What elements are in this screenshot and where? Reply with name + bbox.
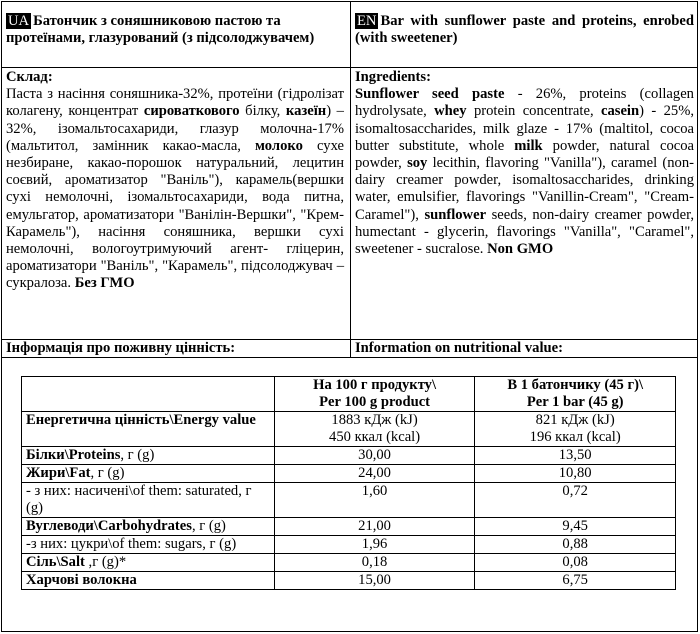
nutrition-row-label-bold: Харчові волокна	[26, 572, 137, 588]
nutrition-value-perbar	[475, 554, 676, 572]
divider-title	[2, 67, 697, 68]
nutrition-row-label-text: ,г (g)*	[84, 554, 127, 570]
nutrition-value-per100	[274, 447, 475, 465]
ua-run: білку,	[239, 103, 286, 120]
ua-run: казеїн	[285, 103, 327, 120]
en-title-block	[355, 13, 694, 47]
ua-title: Батончик з соняшниковою пастою та протеїнами, глазурований (з підсолоджувачем)	[6, 13, 315, 47]
nutrition-value-line: 6,75	[562, 572, 588, 588]
nutrition-row-label	[22, 536, 275, 554]
nutrition-value-line: 196 ккал (kcal)	[529, 429, 621, 445]
nutrition-corner-cell	[22, 377, 275, 412]
nutrition-row-label-text: , г (g)	[90, 465, 125, 481]
nutrition-value-line: 9,45	[562, 518, 588, 534]
ua-ingredients-text	[6, 86, 344, 292]
ua-run: молоко	[255, 137, 303, 154]
col-header-perbar-ua: В 1 батончику (45 г)\	[507, 377, 643, 393]
en-nutrition-header: Information on nutritional value:	[355, 340, 563, 356]
nutrition-row-label-bold: Сіль\Salt	[26, 554, 85, 570]
nutrition-value-perbar	[475, 412, 676, 447]
ua-run: сироваткового	[143, 103, 240, 120]
nutrition-value-line: 0,18	[361, 554, 388, 570]
nutrition-row-label	[22, 572, 275, 590]
nutrition-value-line: 0,72	[562, 483, 588, 499]
col-header-perbar-en: Per 1 bar (45 g)	[526, 394, 624, 410]
en-run: whey	[434, 103, 467, 120]
nutrition-table-header-row	[22, 377, 676, 412]
nutrition-row-label-bold: Енергетична цінність\Energy value	[26, 412, 256, 428]
nutrition-row	[22, 554, 676, 572]
en-ingredients-block	[355, 69, 694, 258]
nutrition-row-label	[22, 554, 275, 572]
nutrition-row-label-text: , г (g)	[120, 447, 155, 463]
nutrition-row-label-bold: Вуглеводи\Carbohydrates	[26, 518, 192, 534]
nutrition-row-label-text: - з них: насичені\of them: saturated, г (g)	[26, 483, 252, 516]
nutrition-row	[22, 572, 676, 590]
nutrition-value-perbar	[475, 465, 676, 483]
nutrition-row-label-bold: Білки\Proteins	[26, 447, 121, 463]
ua-ingredients-label: Склад:	[6, 69, 53, 85]
nutrition-value-line: 30,00	[358, 447, 391, 463]
nutrition-table	[21, 376, 676, 590]
col-header-perbar	[475, 377, 676, 412]
column-divider	[350, 2, 351, 358]
nutrition-value-perbar	[475, 447, 676, 465]
nutrition-row	[22, 412, 676, 447]
en-run: soy	[407, 155, 428, 172]
nutrition-value-line: 1,60	[361, 483, 388, 499]
col-header-per100-ua: На 100 г продукту\	[313, 377, 437, 393]
nutrition-value-line: 1883 кДж (kJ)	[331, 412, 418, 428]
en-language-tag: EN	[357, 13, 377, 29]
nutrition-value-line: 821 кДж (kJ)	[535, 412, 615, 428]
col-header-per100	[274, 377, 475, 412]
nutrition-value-line: 15,00	[358, 572, 391, 588]
nutrition-value-per100	[274, 554, 475, 572]
nutrition-value-perbar	[475, 572, 676, 590]
en-title: Bar with sunflower paste and proteins, enrobed (with sweetener)	[355, 13, 694, 47]
nutrition-row	[22, 483, 676, 518]
nutrition-row	[22, 465, 676, 483]
nutrition-row-label-text: -з них: цукри\of them: sugars, г (g)	[26, 536, 237, 552]
nutrition-row-label	[22, 465, 275, 483]
nutrition-value-line: 13,50	[558, 447, 592, 463]
nutrition-value-line: 10,80	[558, 465, 592, 481]
nutrition-value-line: 21,00	[358, 518, 391, 534]
nutrition-value-line: 450 ккал (kcal)	[329, 429, 421, 445]
ua-language-tag: UA	[8, 13, 30, 29]
nutrition-value-per100	[274, 483, 475, 518]
nutrition-value-per100	[274, 465, 475, 483]
en-run: seeds, non-dairy creamer powder, humectant - glycerin, flavorings "Vanilla", "Caramel", sweetener - sucralose.	[355, 206, 695, 258]
nutrition-value-perbar	[475, 483, 676, 518]
nutrition-value-per100	[274, 412, 475, 447]
nutrition-value-per100	[274, 518, 475, 536]
nutrition-row-label	[22, 483, 275, 518]
nutrition-value-line: 24,00	[358, 465, 391, 481]
en-run: lecithin, flavoring "Vanilla"), caramel (non-dairy creamer powder, isomaltosaccharides, drinking water, emulsifier, flavorings "Vanillin-Cream", "Cream-Caramel"),	[355, 155, 694, 223]
en-run: - 26%, proteins (collagen hydrolysate,	[355, 86, 694, 120]
ua-run: Без ГМО	[74, 275, 135, 292]
en-run: Non GMO	[487, 241, 554, 258]
nutrition-row-label	[22, 412, 275, 447]
nutrition-row	[22, 518, 676, 536]
nutrition-value-per100	[274, 536, 475, 554]
ua-title-block	[6, 13, 344, 47]
en-ingredients-label: Ingredients:	[355, 69, 431, 85]
en-run: Sunflower seed paste	[355, 86, 505, 103]
nutrition-value-perbar	[475, 536, 676, 554]
nutrition-row-label	[22, 518, 275, 536]
nutrition-row	[22, 536, 676, 554]
en-run: protein concentrate,	[466, 103, 601, 120]
nutrition-value-line: 1,96	[361, 536, 388, 552]
nutrition-row	[22, 447, 676, 465]
en-ingredients-text	[355, 86, 694, 258]
en-run: powder, natural cocoa powder,	[355, 137, 694, 172]
en-run: milk	[514, 137, 543, 154]
nutrition-value-line: 0,08	[562, 554, 588, 570]
col-header-per100-en: Per 100 g product	[319, 394, 431, 410]
en-run: sunflower	[424, 206, 487, 223]
nutrition-value-per100	[274, 572, 475, 590]
nutrition-row-label-bold: Жири\Fat	[26, 465, 91, 481]
en-run: ) - 25%, isomaltosaccharides, milk glaze - 17% (maltitol, cocoa butter substitute, whole	[355, 103, 694, 154]
nutrition-row-label-text: , г (g)	[191, 518, 226, 534]
ua-ingredients-block	[6, 69, 344, 293]
nutrition-row-label	[22, 447, 275, 465]
ua-run: ) – 32%, ізомальтосахариди, глазур молочна-17% (мальтитол, замінник какао-масла,	[6, 103, 344, 154]
en-run: casein	[600, 103, 640, 120]
nutrition-value-perbar	[475, 518, 676, 536]
ua-run: сухе незбиране, какао-порошок натуральний, лецитин соєвий, ароматизатор "Ваніль"), карамель(вершки сухі немолочні, ізомальтосахариди, вода питна, емульгатор, ароматизатори "Ванілін-Вершки", "Крем-Карамель"), насіння соняшника, вершки сухі немолочні, вологоутримуючий агент- гліцерин, ароматизатори "Ваніль", "Карамель", підсолоджувач –сукралоза.	[6, 137, 344, 292]
nutrition-value-line: 0,88	[562, 536, 588, 552]
ua-nutrition-header: Інформація про поживну цінність:	[6, 340, 236, 356]
ua-run: Паста з насіння соняшника-32%, протеїни (гідролізат колагену, концентрат	[6, 86, 344, 120]
